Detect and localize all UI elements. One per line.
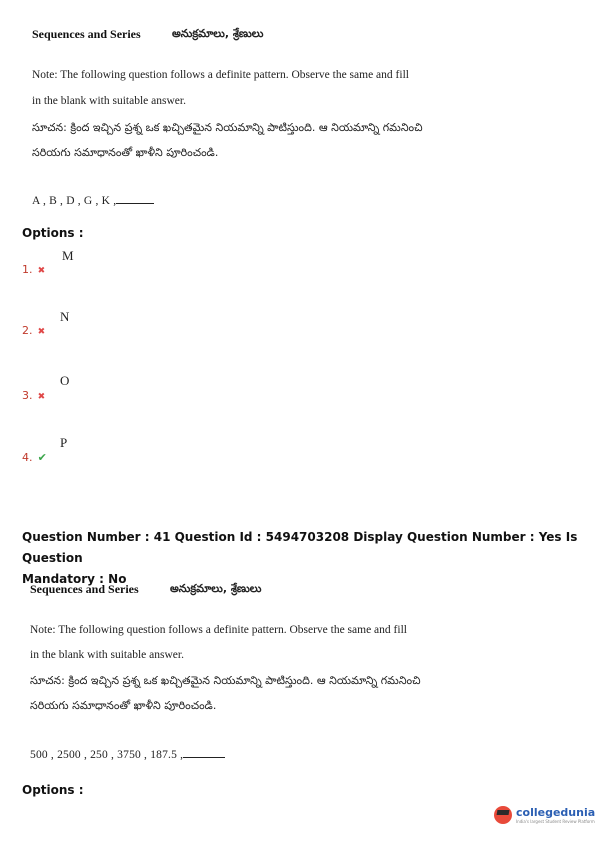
graduation-cap-icon (494, 806, 512, 824)
question-header-line-2: Mandatory : No (22, 572, 127, 586)
topic-telugu: అనుక్రమాలు, శ్రేణులు (170, 582, 262, 595)
question-header (22, 527, 582, 590)
topic-english: Sequences and Series (30, 582, 139, 596)
answer-blank (183, 747, 225, 758)
question-series (30, 747, 225, 761)
options-label: Options : (22, 226, 84, 240)
option-number: 3. (22, 389, 33, 402)
wrong-cross-icon: ✖ (37, 392, 46, 402)
series-text: 500 , 2500 , 250 , 3750 , 187.5 , (30, 749, 184, 761)
option-2[interactable] (22, 319, 45, 338)
note-line-1: Note: The following question follows a definite pattern. Observe the same and fill (32, 69, 409, 81)
options-label: Options : (22, 783, 84, 797)
option-2-value: N (60, 309, 70, 324)
note-line-2: in the blank with suitable answer. (32, 95, 186, 107)
option-number: 1. (22, 263, 33, 276)
note-line-1: Note: The following question follows a definite pattern. Observe the same and fill (30, 624, 407, 636)
series-text: A , B , D , G , K , (32, 195, 117, 207)
option-3[interactable] (22, 384, 45, 403)
question-series (32, 193, 154, 207)
option-1-value: M (62, 248, 74, 263)
option-number: 2. (22, 324, 33, 337)
topic-telugu: అనుక్రమాలు, శ్రేణులు (172, 27, 264, 40)
wrong-cross-icon: ✖ (37, 266, 46, 276)
option-4-value: P (60, 435, 68, 450)
telugu-instruction-line-1: సూచన: క్రింద ఇచ్చిన ప్రశ్న ఒక ఖచ్చితమైన నియమాన్ని పాటిస్తుంది. ఆ నియమాన్ని గమనించి (32, 121, 423, 134)
answer-blank (116, 193, 154, 204)
option-4[interactable] (22, 446, 47, 465)
option-3-value: O (60, 373, 70, 388)
logo-tagline: India's largest Student Review Platform (516, 819, 595, 824)
note-line-2: in the blank with suitable answer. (30, 649, 184, 661)
question-header-line-1: Question Number : 41 Question Id : 5494703208 Display Question Number : Yes Is Question (22, 530, 578, 565)
correct-check-icon: ✔ (37, 451, 47, 464)
logo-name: collegedunia (516, 806, 595, 819)
telugu-instruction-line-2: సరియగు సమాధానంతో ఖాళీని పూరించండి. (32, 146, 219, 159)
wrong-cross-icon: ✖ (37, 327, 46, 337)
collegedunia-logo (494, 806, 595, 824)
telugu-instruction-line-2: సరియగు సమాధానంతో ఖాళీని పూరించండి. (30, 699, 217, 712)
topic-english: Sequences and Series (32, 27, 141, 41)
option-number: 4. (22, 451, 33, 464)
telugu-instruction-line-1: సూచన: క్రింద ఇచ్చిన ప్రశ్న ఒక ఖచ్చితమైన నియమాన్ని పాటిస్తుంది. ఆ నియమాన్ని గమనించి (30, 674, 421, 687)
option-1[interactable] (22, 258, 45, 277)
